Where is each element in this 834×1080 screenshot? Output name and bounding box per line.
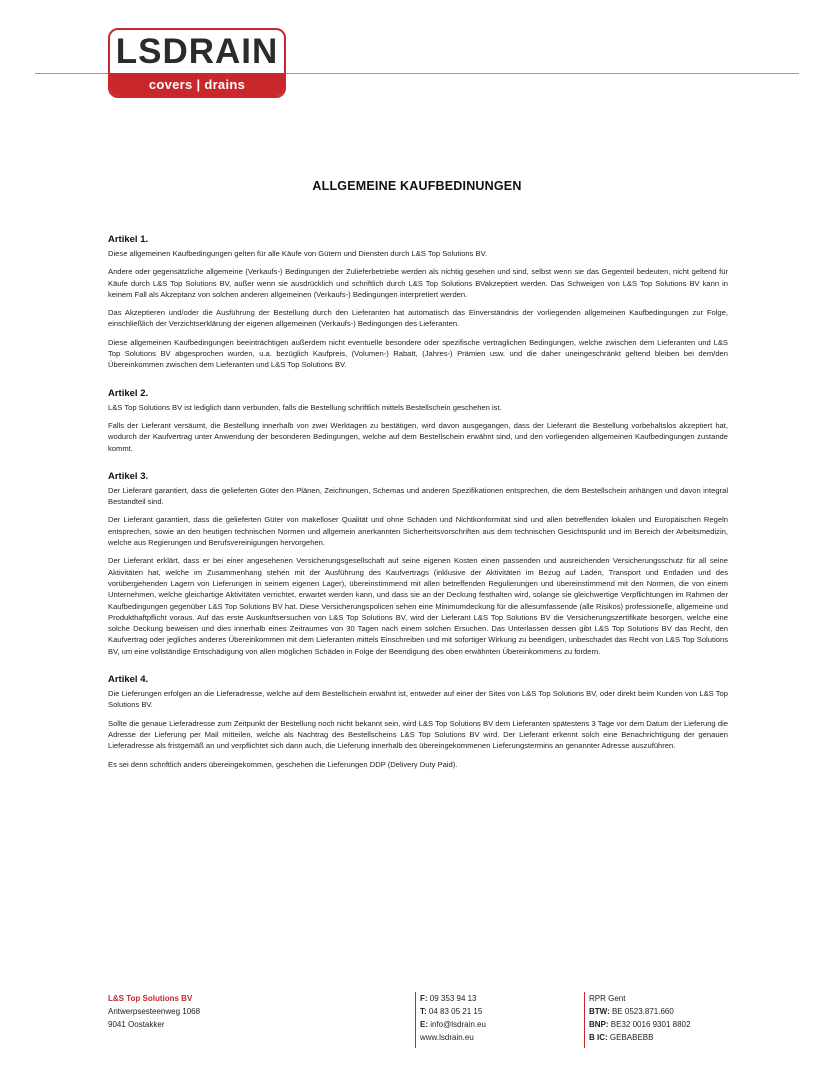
article-paragraph: Der Lieferant erklärt, dass er bei einer angesehenen Versicherungsgesellschaft auf seine eigenen Kosten einen passenden und ausreichenden Versicherungsschutz für all seine Aktivitäten hat, welche im Zusammenhang stehen mit der Ausführung des Kaufvertrags (inklusive der Aktivitäten im Bezug auf Laden, Transport und Entladen und des vorübergehenden Lagern von Lieferungen in seinem eigenen Lager), übereinstimmend mit allen betreffenden Regulierungen und übereinstimmend mit den Normen, die von einem Unternehmen, welche gleichartige Aktivitäten verrichtet, erwartet werden kann, und dass sie an der Deckung festhalten wird, solange sie gleichwertige Verpflichtungen im Rahmen der Kaufbedingungen gegenüber L&S Top Solutions BV hat. Diese Versicherungspolicen sehen eine Minimumdeckung für die allesumfassende (alle Risikos) professionelle, allgemeine und Produkthaftpflicht voraus. Auf das erste Auskunftsersuchen von L&S Top Solutions BV, wird der Lieferant L&S Top Solutions BV die Versicherungszertifikate besorgen, welche eine solche Deckung beweisen und dies innerhalb eines Zeitraumes von 30 Tagen nach einem solchen Ersuchen. Das Unterlassen dessen gibt L&S Top Solutions BV das Recht, den Kaufvertrag oder jegliches anderes Übereinkommen mit dem Lieferanten mittels Einschreiben und mit sofortiger Wirkung zu beendigen, unbeschadet das Recht von L&S Top Solutions BV, um eine vollständige Entschädigung von allen möglichen Schäden in Folge der Beendigung des oben erwähnten Übereinkommens zu fordern.: [108, 556, 728, 656]
article-paragraph: Falls der Lieferant versäumt, die Bestellung innerhalb von zwei Werktagen zu bestätigen, wird davon ausgegangen, dass der Lieferant die Bestellung vorbehaltslos akzeptiert hat, wodurch der Kaufvertrag unter Anwendung der besonderen Bedingungen, welche auf dem Bestellschein erwähnt sind, und den vorliegenden allgemeinen Kaufbedingungen zustande kommt.: [108, 420, 728, 453]
footer-fax: [420, 992, 486, 1005]
bnp-number: BE32 0016 9301 8802: [610, 1020, 691, 1029]
footer-street: Antwerpsesteenweg 1068: [108, 1007, 201, 1016]
email-link[interactable]: info@lsdrain.eu: [430, 1020, 486, 1029]
article-heading: Artikel 3.: [108, 470, 149, 482]
footer-address: [108, 992, 200, 1031]
article-paragraph: Andere oder gegensätzliche allgemeine (Verkaufs-) Bedingungen der Zulieferbetriebe werden als nichtig gesehen und sind, selbst wenn sie das Gegenteil bedeuten, nicht geltend für Käufe durch L&S Top Solutions BV, außer wenn sie ausdrücklich und schriftlich durch L&S Top Solutions BVakzeptiert werden. Das Schweigen von L&S Top Solutions BV kann in keinem Fall als Akzeptanz von solchen anderen allgemeinen (Verkaufs-) Bedingungen interpretiert werden.: [108, 267, 728, 299]
footer-company-name: L&S Top Solutions BV: [108, 994, 193, 1003]
company-logo: [108, 28, 286, 98]
footer-rpr: RPR Gent: [589, 994, 626, 1003]
btw-label: BTW:: [589, 1007, 610, 1016]
document-body: [108, 234, 728, 787]
article-paragraph: Sollte die genaue Lieferadresse zum Zeitpunkt der Bestellung noch nicht bekannt sein, wird L&S Top Solutions BV dem Lieferanten spätestens 3 Tage vor dem Datum der Lieferung die Adresse der Lieferung per Mail mitteilen, welche als Nachtrag des Bestellscheins L&S Top Solutions BV wird. Der Lieferant erkennt solch eine Benachrichtigung der genauen Lieferadresse als fristgemäß an und verpflichtet sich dann auch, die Lieferung innerhalb des übereingekommenen Lieferungstermins an genannter Adresse auszuführen.: [108, 718, 728, 751]
fax-number: 09 353 94 13: [429, 994, 477, 1003]
logo-tagline: covers | drains: [110, 73, 284, 96]
btw-number: BE 0523.871.660: [611, 1007, 674, 1016]
footer-tel: [420, 1005, 486, 1018]
footer-bic: [589, 1031, 690, 1044]
article-paragraph: Der Lieferant garantiert, dass die gelieferten Güter von makelloser Qualität und ohne Schäden und Nichtkonformität sind und allen betreffenden lokalen und Europäischen Regeln entsprechen, sowie an den heutigen technischen Normen und allgemein anerkannten Sicherheitsvorschriften aus dem technischen Gesichtspunkt und im Bereich der Arbeitsmedizin, welche aus Regierungen und Berufsvereinigungen hervorgehen.: [108, 515, 728, 548]
article-paragraph: Das Akzeptieren und/oder die Ausführung der Bestellung durch den Lieferanten hat automatisch das Einverständnis der vorliegenden allgemeinen Kaufbedingungen zur Folge, einschließlich der Verzichtserklärung der eigenen allgemeinen (Verkaufs-) Bedingungen des Lieferanten.: [108, 308, 728, 329]
article-heading: Artikel 4.: [108, 674, 149, 686]
footer-btw: [589, 1005, 690, 1018]
footer-email: [420, 1018, 486, 1031]
bic-label: B IC:: [589, 1033, 608, 1042]
article-2: [108, 388, 728, 454]
article-paragraph: Diese allgemeinen Kaufbedingungen gelten für alle Käufe von Gütern und Diensten durch L&S Top Solutions BV.: [108, 249, 488, 258]
tel-label: T:: [420, 1007, 427, 1016]
bic-code: GEBABEBB: [609, 1033, 654, 1042]
article-paragraph: Diese allgemeinen Kaufbedingungen beeinträchtigen außerdem nicht eventuelle besondere oder spezifische vertraglichen Bedingungen, welche zwischen dem Lieferanten und L&S Top Solutions BV abgesprochen wurden, u.a. bezüglich Kaufpreis, (Volumen-) Rabatt, (Jahres-) Prämien usw. und die daher uneingeschränkt geltend bleiben bei dem/den Übereinkommen zwischen dem Lieferanten und L&S Top Solutions BV.: [108, 337, 728, 370]
article-heading: Artikel 2.: [108, 387, 149, 399]
footer-city: 9041 Oostakker: [108, 1020, 165, 1029]
document-title: ALLGEMEINE KAUFBEDINUNGEN: [312, 179, 522, 193]
footer-registration: [584, 992, 690, 1048]
article-paragraph: Es sei denn schriftlich anders übereingekommen, geschehen die Lieferungen DDP (Delivery Duty Paid).: [108, 759, 458, 769]
article-1: [108, 234, 728, 371]
article-paragraph: L&S Top Solutions BV ist lediglich dann verbunden, falls die Bestellung schriftlich mittels Bestellschein geschehen ist.: [108, 402, 502, 412]
logo-wordmark: LSDRAIN: [115, 32, 279, 71]
website-link[interactable]: www.lsdrain.eu: [420, 1033, 474, 1042]
footer-bnp: [589, 1018, 690, 1031]
email-label: E:: [420, 1020, 428, 1029]
bnp-label: BNP:: [589, 1020, 609, 1029]
article-3: [108, 471, 728, 657]
footer-contact: [415, 992, 486, 1048]
article-4: [108, 674, 728, 770]
article-paragraph: Die Lieferungen erfolgen an die Lieferadresse, welche auf dem Bestellschein erwähnt ist, entweder auf einer der Sites von L&S Top Solutions BV, oder direkt beim Kunden von L&S Top Solutions BV.: [108, 689, 728, 710]
fax-label: F:: [420, 994, 428, 1003]
article-paragraph: Der Lieferant garantiert, dass die gelieferten Güter den Plänen, Zeichnungen, Schemas und anderen Spezifikationen entsprechen, die dem Bestellschein anhängen und davon integral Bestandteil sind.: [108, 485, 728, 507]
tel-number: 04 83 05 21 15: [428, 1007, 483, 1016]
article-heading: Artikel 1.: [108, 234, 149, 245]
